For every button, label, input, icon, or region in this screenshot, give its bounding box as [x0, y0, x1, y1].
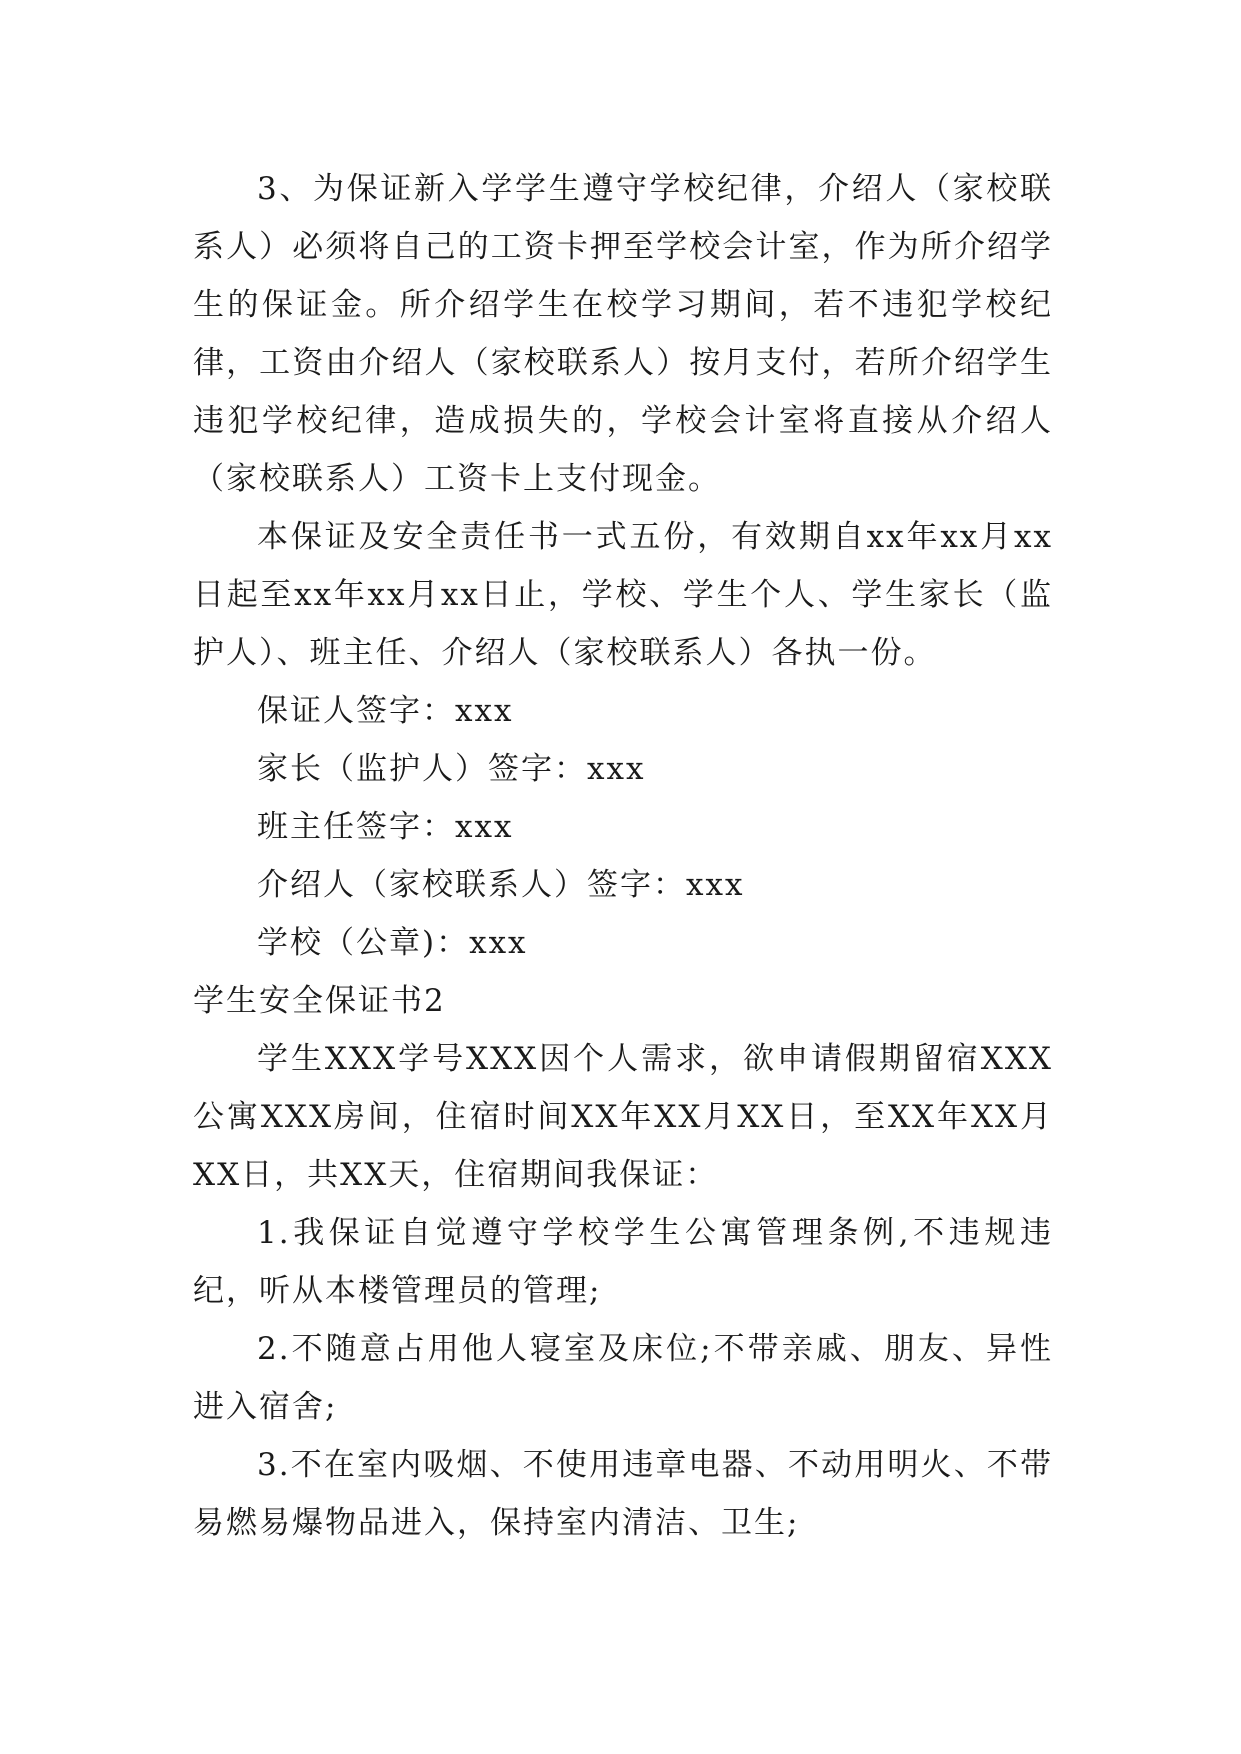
paragraph-validity: 本保证及安全责任书一式五份，有效期自xx年xx月xx日起至xx年xx月xx日止，学校、学生个人、学生家长（监护人）、班主任、介绍人（家校联系人）各执一份。: [193, 519, 1053, 671]
section-title: 学生安全保证书2: [193, 983, 446, 1019]
signature-class-teacher: 班主任签字：xxx: [257, 809, 514, 845]
paragraph-rule-3: 3.不在室内吸烟、不使用违章电器、不动用明火、不带易燃易爆物品进入，保持室内清洁、卫生;: [193, 1447, 1053, 1541]
signature-parent: 家长（监护人）签字：xxx: [257, 751, 646, 787]
paragraph-guarantee-deposit: 3、为保证新入学学生遵守学校纪律，介绍人（家校联系人）必须将自己的工资卡押至学校会计室，作为所介绍学生的保证金。所介绍学生在校学习期间，若不违犯学校纪律，工资由介绍人（家校联系人）按月支付，若所介绍学生违犯学校纪律，造成损失的，学校会计室将直接从介绍人（家校联系人）工资卡上支付现金。: [193, 171, 1053, 497]
signature-school-seal: 学校（公章)：xxx: [257, 925, 528, 961]
signature-introducer: 介绍人（家校联系人）签字：xxx: [257, 867, 745, 903]
paragraph-rule-2: 2.不随意占用他人寝室及床位;不带亲戚、朋友、异性进入宿舍;: [193, 1331, 1053, 1425]
document-body: [193, 160, 1053, 1552]
paragraph-dorm-request: 学生XXX学号XXX因个人需求，欲申请假期留宿XXX公寓XXX房间，住宿时间XX年XX月XX日，至XX年XX月XX日，共XX天，住宿期间我保证：: [193, 1041, 1053, 1193]
paragraph-rule-1: 1.我保证自觉遵守学校学生公寓管理条例,不违规违纪，听从本楼管理员的管理;: [193, 1215, 1053, 1309]
signature-guarantor: 保证人签字：xxx: [257, 693, 514, 729]
